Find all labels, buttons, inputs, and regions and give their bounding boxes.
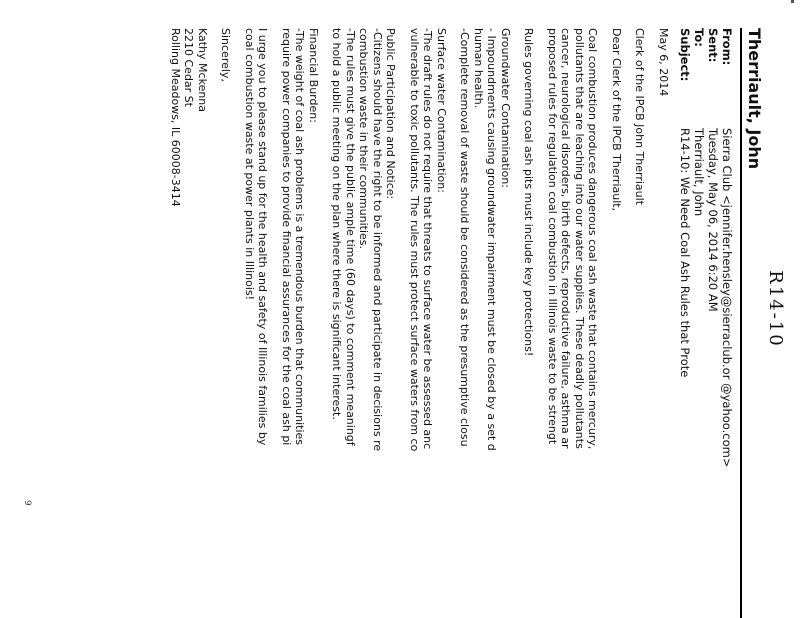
from-line: @yahoo.com>	[720, 383, 734, 468]
header-value: R14-10: We Need Coal Ash Rules that Prote	[678, 128, 692, 378]
letter-recipient: Clerk of the IPCB John Therriault	[633, 28, 647, 206]
text-line: -Complete removal of waste should be considered as the presumptive closu	[458, 28, 472, 447]
header-value: Therriault, John	[692, 128, 706, 217]
text-line: -The draft rules do not require that threats to surface water be assessed anc	[421, 28, 435, 450]
text-line: - Impoundments causing groundwater impairment must be closed by a set d	[485, 28, 499, 451]
header-rule	[740, 28, 742, 618]
page-number: 9	[22, 500, 32, 506]
letter-date: May 6, 2014	[657, 28, 670, 97]
text-line: combustion waste in their communities.	[357, 28, 371, 250]
header-label: To:	[692, 28, 706, 47]
signoff: Sincerely,	[219, 28, 233, 82]
docket-stamp: R14-10	[765, 270, 786, 348]
header-row-sent	[706, 28, 720, 467]
text-line: vulnerable to toxic pollutants. The rules must protect surface waters from co	[408, 28, 421, 452]
text-line: Coal combustion produces dangerous coal ash waste that contains mercury,	[586, 28, 600, 450]
text-line: require power companies to provide financial assurances for the coal ash pi	[280, 28, 293, 446]
signer-name: Kathy Mckenna	[196, 28, 209, 113]
header-row-from	[720, 28, 734, 467]
letter-body	[159, 28, 671, 618]
header-value	[720, 128, 734, 467]
text-line: coal combustion waste at power plants in Illinois!	[243, 28, 256, 301]
from-line: Sierra Club <jennifer.hensley@sierraclub.or	[720, 128, 734, 380]
sender-name: Therriault, John	[745, 28, 764, 170]
header-label: Sent:	[706, 28, 720, 63]
header-value: Tuesday, May 06, 2014 6:20 AM	[706, 128, 720, 312]
intro-paragraph	[546, 28, 600, 618]
signer-city: Rolling Meadows, IL 60008-3414	[169, 28, 182, 207]
groundwater-section	[458, 28, 512, 618]
signer-street: 2210 Cedar St	[182, 28, 196, 107]
section-heading: Financial Burden:	[307, 28, 320, 123]
text-line: to hold a public meeting on the plan where there is significant interest.	[330, 28, 344, 420]
text-line: proposed rules for regulation coal combustion in Illinois waste to be strengt	[546, 28, 559, 445]
text-line: -The weight of coal ash problems is a tremendous burden that communities	[293, 28, 307, 446]
text-line: I urge you to please stand up for the health and safety of Illinois families by	[256, 28, 270, 446]
key-protections-line: Rules governing coal ash pits must include key protections!	[522, 28, 536, 357]
header-label: Subject:	[678, 28, 692, 82]
header-row-subject	[678, 28, 692, 467]
surface-water-section	[408, 28, 449, 618]
closing-paragraph	[243, 28, 270, 618]
letter-salutation: Dear Clerk of the IPCB Therriault,	[610, 28, 623, 212]
text-line: cancer, neurological disorders, birth defects, reproductive failure, asthma ar	[559, 28, 573, 449]
participation-section	[330, 28, 398, 618]
header-label: From:	[720, 28, 734, 66]
section-heading: Groundwater Contamination:	[499, 28, 512, 188]
text-line: pollutants that are leaching into our water supplies. These deadly pollutants	[573, 28, 586, 449]
section-heading: Surface water Contamination:	[435, 28, 448, 193]
text-line: -The rules must give the public ample time (60 days) to comment meaningf	[344, 28, 357, 446]
email-header	[678, 28, 734, 467]
signature-block	[169, 28, 210, 618]
financial-section	[280, 28, 321, 618]
header-row-to	[692, 28, 706, 467]
text-line: human health.	[472, 28, 485, 109]
scan-speck	[791, 0, 794, 3]
text-line: -Citizens should have the right to be informed and participate in decisions re	[371, 28, 384, 452]
section-heading: Public Participation and Notice:	[384, 28, 398, 200]
